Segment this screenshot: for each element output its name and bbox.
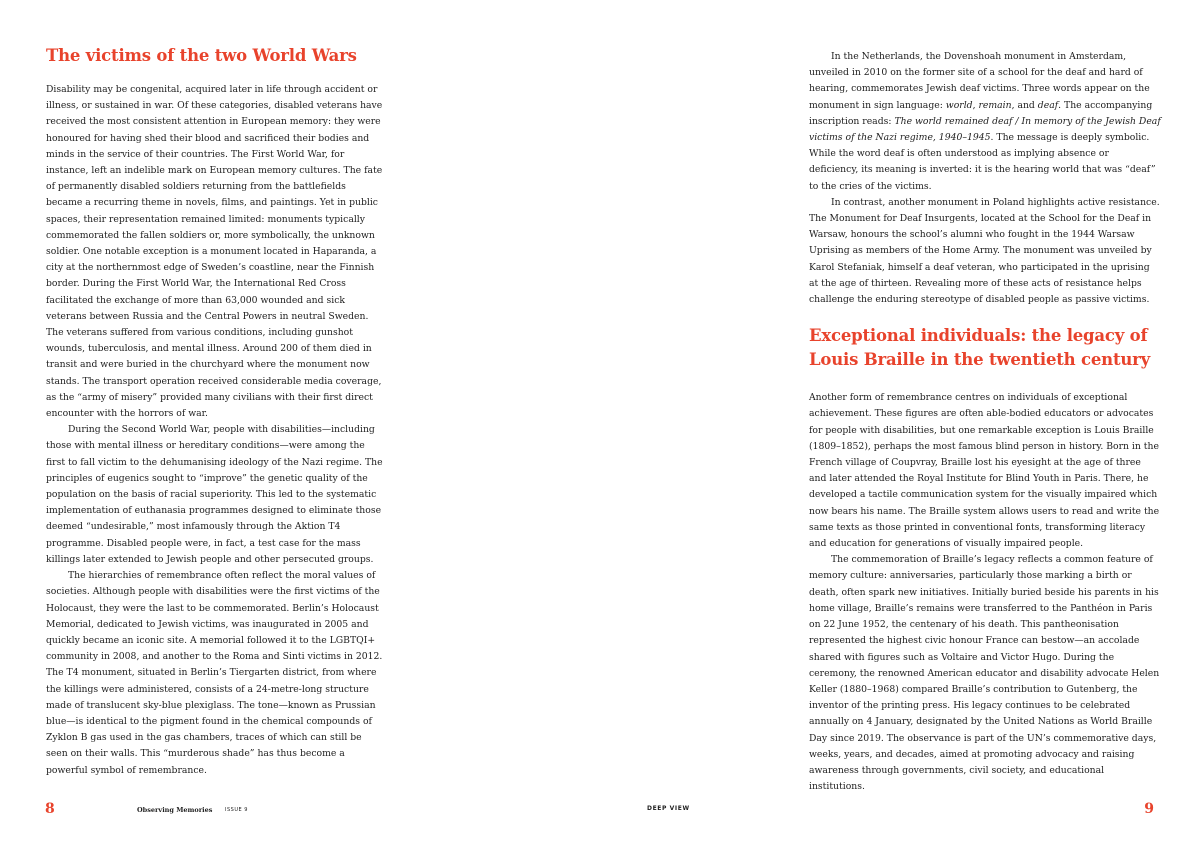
body-paragraph: The commemoration of Braille’s legacy reflects a common feature of memory culture: anniversaries, particularly those marking a birth or death, often spark new initiatives. Initially buried beside his parents in his home village, Braille’s remains were transferred to the Panthéon in Paris on 22 June 1952, the centenary of his death. This pantheonisation represented the highest civic honour France can bestow—an accolade shared with figures such as Voltaire and Victor Hugo. During the ceremony, the renowned American educator and disability advocate Helen Keller (1880–1968) compared Braille’s contribution to Gutenberg, the inventor of the printing press. His legacy continues to be celebrated annually on 4 January, designated by the United Nations as World Braille Day since 2019. The observance is part of the UN’s commemorative days, weeks, years, and decades, aimed at promoting advocacy and raising awareness through governments, civil society, and educational institutions. <box>809 554 1160 793</box>
body-paragraph-netherlands <box>809 49 1161 195</box>
section-heading-braille: Exceptional individuals: the legacy of Louis Braille in the twentieth century <box>809 326 1151 370</box>
paragraph-text: . The accompanying inscription reads: <box>809 99 1153 127</box>
sign-word: deaf <box>1037 99 1059 111</box>
body-paragraph: Another form of remembrance centres on individuals of exceptional achievement. These figures are often able-bodied educators or advocates for people with disabilities, but one remarkable exception is Louis Braille (1809–1852), perhaps the most famous blind person in history. Born in the French village of Coupvray, Braille lost his eyesight at the age of three and later attended the Royal Institute for Blind Youth in Paris. There, he developed a tactile communication system for the visually impaired which now bears his name. The Braille system allows users to read and write the same texts as those printed in conventional fonts, transforming literacy and education for generations of visually impaired people. <box>809 392 1160 550</box>
paragraph-text: In the Netherlands, the Dovenshoah monument in Amsterdam, unveiled in 2010 on the former site of a school for the deaf and hard of hearing, commemorates Jewish deaf victims. Three words appear on the monument in sign language: <box>809 51 1150 111</box>
paragraph-text: . The message is deeply symbolic. While the word deaf is often understood as implying absence or deficiency, its meaning is inverted: it is the hearing world that was “deaf” to the cries of the victims. <box>809 132 1156 192</box>
paragraph-text: , and <box>1011 99 1038 111</box>
right-page <box>600 0 1200 849</box>
footer-issue-label: ISSUE 9 <box>225 807 248 813</box>
footer-section-label: DEEP VIEW <box>647 805 690 812</box>
paragraph-text: , <box>972 99 979 111</box>
page-number-left: 8 <box>45 801 55 817</box>
section-heading-world-wars: The victims of the two World Wars <box>46 46 357 65</box>
sign-word: world <box>945 99 973 111</box>
inscription-text: The world remained deaf / In memory of the Jewish Deaf victims of the Nazi regime, 1940–1945 <box>809 115 1161 144</box>
footer-magazine-title: Observing Memories <box>137 806 213 814</box>
sign-word: remain <box>978 99 1012 111</box>
body-paragraph: During the Second World War, people with disabilities—including those with mental illness or hereditary conditions—were among the first to fall victim to the dehumanising ideology of the Nazi regime. The principles of eugenics sought to “improve” the genetic quality of the population on the basis of racial superiority. This led to the systematic implementation of euthanasia programmes designed to eliminate those deemed “undesirable,” most infamously through the Aktion T4 programme. Disabled people were, in fact, a test case for the mass killings later extended to Jewish people and other persecuted groups. <box>46 424 383 565</box>
body-paragraph: Disability may be congenital, acquired later in life through accident or illness, or sustained in war. Of these categories, disabled veterans have received the most consistent attention in European memory: they were honoured for having shed their blood and sacrificed their bodies and minds in the service of their countries. The First World War, for instance, left an indelible mark on European memory cultures. The fate of permanently disabled soldiers returning from the battlefields became a recurring theme in novels, films, and paintings. Yet in public spaces, their representation remained limited: monuments typically commemorated the fallen soldiers or, more symbolically, the unknown soldier. One notable exception is a monument located in Haparanda, a city at the northernmost edge of Sweden’s coastline, near the Finnish border. During the First World War, the International Red Cross facilitated the exchange of more than 63,000 wounded and sick veterans between Russia and the Central Powers in neutral Sweden. The veterans suffered from various conditions, including gunshot wounds, tuberculosis, and mental illness. Around 200 of them died in transit and were buried in the churchyard where the monument now stands. The transport operation received considerable media coverage, as the “army of misery” provided many civilians with their first direct encounter with the horrors of war. <box>46 84 383 420</box>
body-paragraph-poland: In contrast, another monument in Poland highlights active resistance. The Monument for Deaf Insurgents, located at the School for the Deaf in Warsaw, honours the school’s alumni who fought in the 1944 Warsaw Uprising as members of the Home Army. The monument was unveiled by Karol Stefaniak, himself a deaf veteran, who participated in the uprising at the age of thirteen. Revealing more of these acts of resistance helps challenge the enduring stereotype of disabled people as passive victims. <box>809 196 1160 306</box>
page-number-right: 9 <box>1144 801 1154 817</box>
body-paragraph: The hierarchies of remembrance often reflect the moral values of societies. Although people with disabilities were the first victims of the Holocaust, they were the last to be commemorated. Berlin’s Holocaust Memorial, dedicated to Jewish victims, was inaugurated in 2005 and quickly became an iconic site. A memorial followed it to the LGBTQI+ community in 2008, and another to the Roma and Sinti victims in 2012. The T4 monument, situated in Berlin’s Tiergarten district, from where the killings were administered, consists of a 24-metre-long structure made of translucent sky-blue plexiglass. The tone—known as Prussian blue—is identical to the pigment found in the chemical compounds of Zyklon B gas used in the gas chambers, traces of which can still be seen on their walls. This “murderous shade” has thus become a powerful symbol of remembrance. <box>46 570 383 776</box>
right-column <box>809 49 1161 795</box>
left-column <box>46 44 384 779</box>
